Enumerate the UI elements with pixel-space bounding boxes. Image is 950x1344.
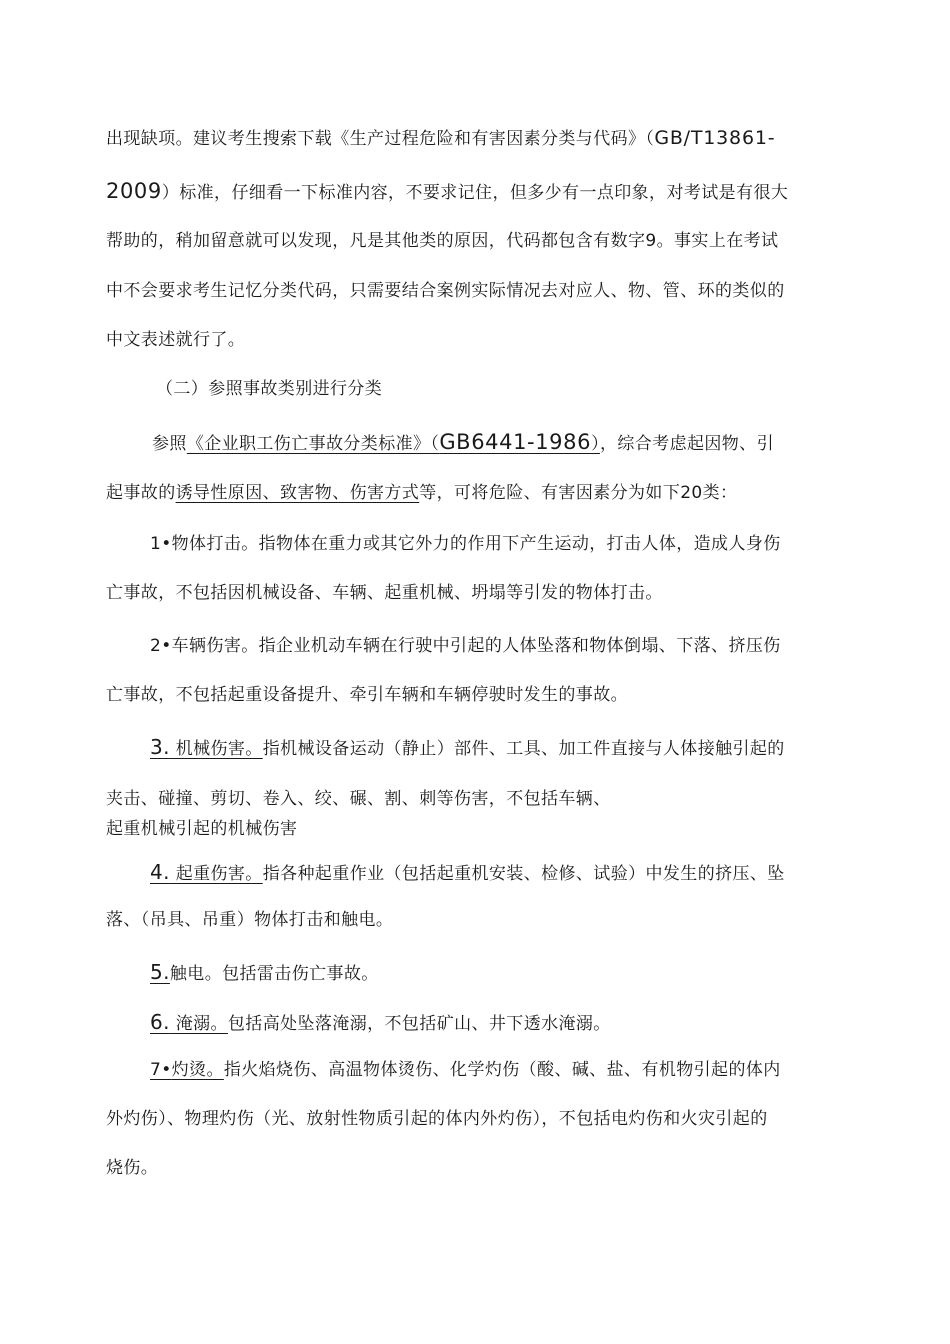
paragraph-line: 中文表述就行了。 <box>106 330 246 350</box>
paragraph-line <box>106 481 737 505</box>
item-number: 6. <box>150 1010 170 1034</box>
paragraph-text: ，综合考虑起因物、引 <box>599 434 774 454</box>
item-continuation: 夹击、碰撞、剪切、卷入、绞、碾、割、刺等伤害，不包括车辆、 <box>106 789 611 809</box>
list-item <box>150 860 785 886</box>
underlined-terms: 诱导性原因、致害物、伤害方式 <box>175 483 420 503</box>
standard-title <box>186 430 600 454</box>
item-number: 5. <box>150 960 170 984</box>
item-text: 触电。包括雷击伤亡事故。 <box>169 964 379 984</box>
paragraph-line: 中不会要求考生记忆分类代码，只需要结合案例实际情况去对应人、物、管、环的类似的 <box>106 281 785 301</box>
list-item <box>150 1058 781 1082</box>
paragraph-text: 起事故的 <box>106 483 176 503</box>
paragraph-line <box>106 179 788 205</box>
item-number: 2• <box>150 636 172 656</box>
item-continuation: 烧伤。 <box>106 1158 159 1178</box>
standard-code: 2009 <box>106 179 162 203</box>
paragraph-text: 出现缺项。建议考生搜索下载《生产过程危险和有害因素分类与代码》（ <box>106 129 655 149</box>
item-continuation: 亡事故，不包括因机械设备、车辆、起重机械、坍塌等引发的物体打击。 <box>106 583 663 603</box>
item-text: 物体打击。指物体在重力或其它外力的作用下产生运动，打击人体，造成人身伤 <box>171 534 781 554</box>
paragraph-text: ）标准，仔细看一下标准内容，不要求记住，但多少有一点印象，对考试是有很大 <box>161 183 789 203</box>
standard-close: ） <box>591 434 600 454</box>
list-item <box>150 735 785 761</box>
item-title: 灼烫。 <box>171 1060 224 1080</box>
list-item <box>150 532 781 556</box>
item-heading <box>150 1060 224 1080</box>
item-text: 车辆伤害。指企业机动车辆在行驶中引起的人体坠落和物体倒塌、下落、挤压伤 <box>171 636 781 656</box>
item-title: 机械伤害。 <box>169 739 263 759</box>
item-continuation: 起重机械引起的机械伤害 <box>106 819 298 839</box>
paragraph-line: 帮助的，稍加留意就可以发现，凡是其他类的原因，代码都包含有数字9。事实上在考试 <box>106 231 779 251</box>
item-text: 包括高处坠落淹溺，不包括矿山、井下透水淹溺。 <box>227 1014 611 1034</box>
item-heading <box>150 735 263 759</box>
standard-code: GB6441-1986 <box>439 430 592 454</box>
item-text: 指机械设备运动（静止）部件、工具、加工件直接与人体接触引起的 <box>262 739 785 759</box>
paragraph-text: 参照 <box>152 434 187 454</box>
paragraph-text: 等，可将危险、有害因素分为如下20类： <box>419 483 738 503</box>
item-title: 淹溺。 <box>169 1014 228 1034</box>
item-text: 指各种起重作业（包括起重机安装、检修、试验）中发生的挤压、坠 <box>262 864 785 884</box>
standard-name: 《企业职工伤亡事故分类标准》（ <box>186 434 440 454</box>
item-continuation: 外灼伤）、物理灼伤（光、放射性物质引起的体内外灼伤），不包括电灼伤和火灾引起的 <box>106 1109 768 1129</box>
item-heading <box>150 860 263 884</box>
item-heading <box>150 1010 228 1034</box>
paragraph-line <box>106 126 775 151</box>
item-number: 1• <box>150 534 172 554</box>
item-title: 起重伤害。 <box>169 864 263 884</box>
item-continuation: 亡事故，不包括起重设备提升、牵引车辆和车辆停驶时发生的事故。 <box>106 685 628 705</box>
paragraph-line <box>152 430 774 456</box>
item-number: 7• <box>150 1060 172 1080</box>
item-number: 3. <box>150 735 170 759</box>
section-heading: （二）参照事故类别进行分类 <box>156 379 383 399</box>
list-item <box>150 634 781 658</box>
list-item <box>150 1010 611 1036</box>
item-number: 4. <box>150 860 170 884</box>
standard-code: GB/T13861- <box>654 127 776 149</box>
item-continuation: 落、（吊具、吊重）物体打击和触电。 <box>106 910 394 930</box>
list-item <box>150 960 379 986</box>
item-text: 指火焰烧伤、高温物体烫伤、化学灼伤（酸、碱、盐、有机物引起的体内 <box>223 1060 781 1080</box>
